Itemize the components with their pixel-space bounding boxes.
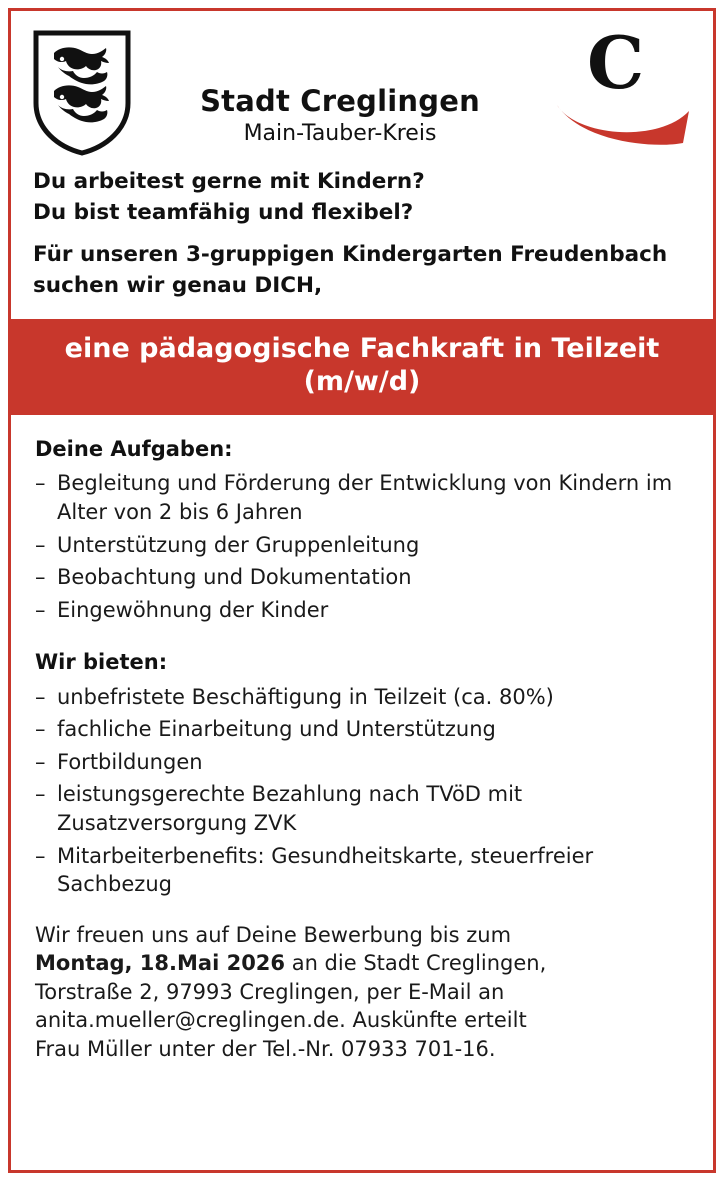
- coat-of-arms-icon: [29, 25, 135, 157]
- list-item: [35, 780, 689, 837]
- list-item-text: Mitarbeiterbenefits: Gesundheitskarte, steuerfreier Sachbezug: [57, 843, 594, 897]
- offer-list: [35, 683, 689, 899]
- bullet-dash-icon: –: [35, 717, 46, 742]
- closing-line-1: Wir freuen uns auf Deine Bewerbung bis zum: [35, 922, 512, 947]
- bullet-dash-icon: –: [35, 565, 46, 590]
- application-deadline: Montag, 18.Mai 2026: [35, 951, 286, 976]
- list-item-text: Fortbildungen: [57, 749, 203, 774]
- bullet-dash-icon: –: [35, 749, 46, 774]
- intro-line-1: Du arbeitest gerne mit Kindern?: [33, 169, 425, 194]
- closing-line-2-rest: an die Stadt Creglingen,: [285, 951, 547, 976]
- job-title-band: [11, 319, 713, 415]
- city-logo: [545, 20, 695, 145]
- tasks-list: [35, 469, 689, 624]
- list-item-text: leistungsgerechte Bezahlung nach TVöD mit Zusatzversorgung ZVK: [57, 782, 523, 835]
- list-item-text: Begleitung und Förderung der Entwicklung von Kindern im Alter von 2 bis 6 Jahren: [57, 471, 673, 525]
- list-item: [35, 596, 689, 625]
- bullet-dash-icon: –: [35, 597, 46, 622]
- job-title-line-1: eine pädagogische Fachkraft in Teilzeit: [64, 333, 660, 365]
- list-item: [35, 842, 689, 899]
- list-item: [35, 531, 689, 560]
- ad-body: [11, 415, 713, 913]
- list-item: [35, 469, 689, 526]
- intro-line-2: Du bist teamfähig und flexibel?: [33, 199, 414, 225]
- application-info: [11, 913, 713, 1064]
- closing-phone: Frau Müller unter der Tel.-Nr. 07933 701-16.: [35, 1036, 496, 1061]
- red-swoosh-icon: [555, 103, 691, 145]
- city-name: Stadt Creglingen: [200, 84, 480, 118]
- ad-header: [11, 11, 713, 161]
- list-item: [35, 683, 689, 712]
- list-item-text: Unterstützung der Gruppenleitung: [57, 532, 420, 557]
- closing-email: anita.mueller@creglingen.de. Auskünfte erteilt: [35, 1008, 527, 1033]
- logo-letter-c: C: [587, 20, 645, 105]
- intro-text: [11, 161, 713, 319]
- offer-heading: Wir bieten:: [35, 650, 168, 675]
- list-item-text: fachliche Einarbeitung und Unterstützung: [57, 717, 496, 742]
- bullet-dash-icon: –: [35, 532, 46, 557]
- list-item: [35, 715, 689, 744]
- closing-line-2: [35, 949, 689, 978]
- bullet-dash-icon: –: [35, 782, 46, 807]
- job-title-line-2: (m/w/d): [303, 366, 421, 397]
- list-item: [35, 748, 689, 777]
- district-name: Main-Tauber-Kreis: [243, 121, 437, 147]
- job-advertisement: [8, 8, 716, 1173]
- intro-line-4: suchen wir genau DICH,: [33, 272, 323, 298]
- list-item-text: Beobachtung und Dokumentation: [57, 565, 412, 590]
- list-item: [35, 563, 689, 592]
- bullet-dash-icon: –: [35, 684, 46, 709]
- closing-address: Torstraße 2, 97993 Creglingen, per E-Mail an: [35, 979, 505, 1004]
- intro-line-3: Für unseren 3-gruppigen Kindergarten Freudenbach: [33, 242, 668, 268]
- bullet-dash-icon: –: [35, 471, 46, 496]
- list-item-text: unbefristete Beschäftigung in Teilzeit (ca. 80%): [57, 684, 554, 709]
- bullet-dash-icon: –: [35, 843, 46, 868]
- city-title-block: [135, 25, 545, 149]
- list-item-text: Eingewöhnung der Kinder: [57, 597, 329, 622]
- tasks-heading: Deine Aufgaben:: [35, 436, 233, 461]
